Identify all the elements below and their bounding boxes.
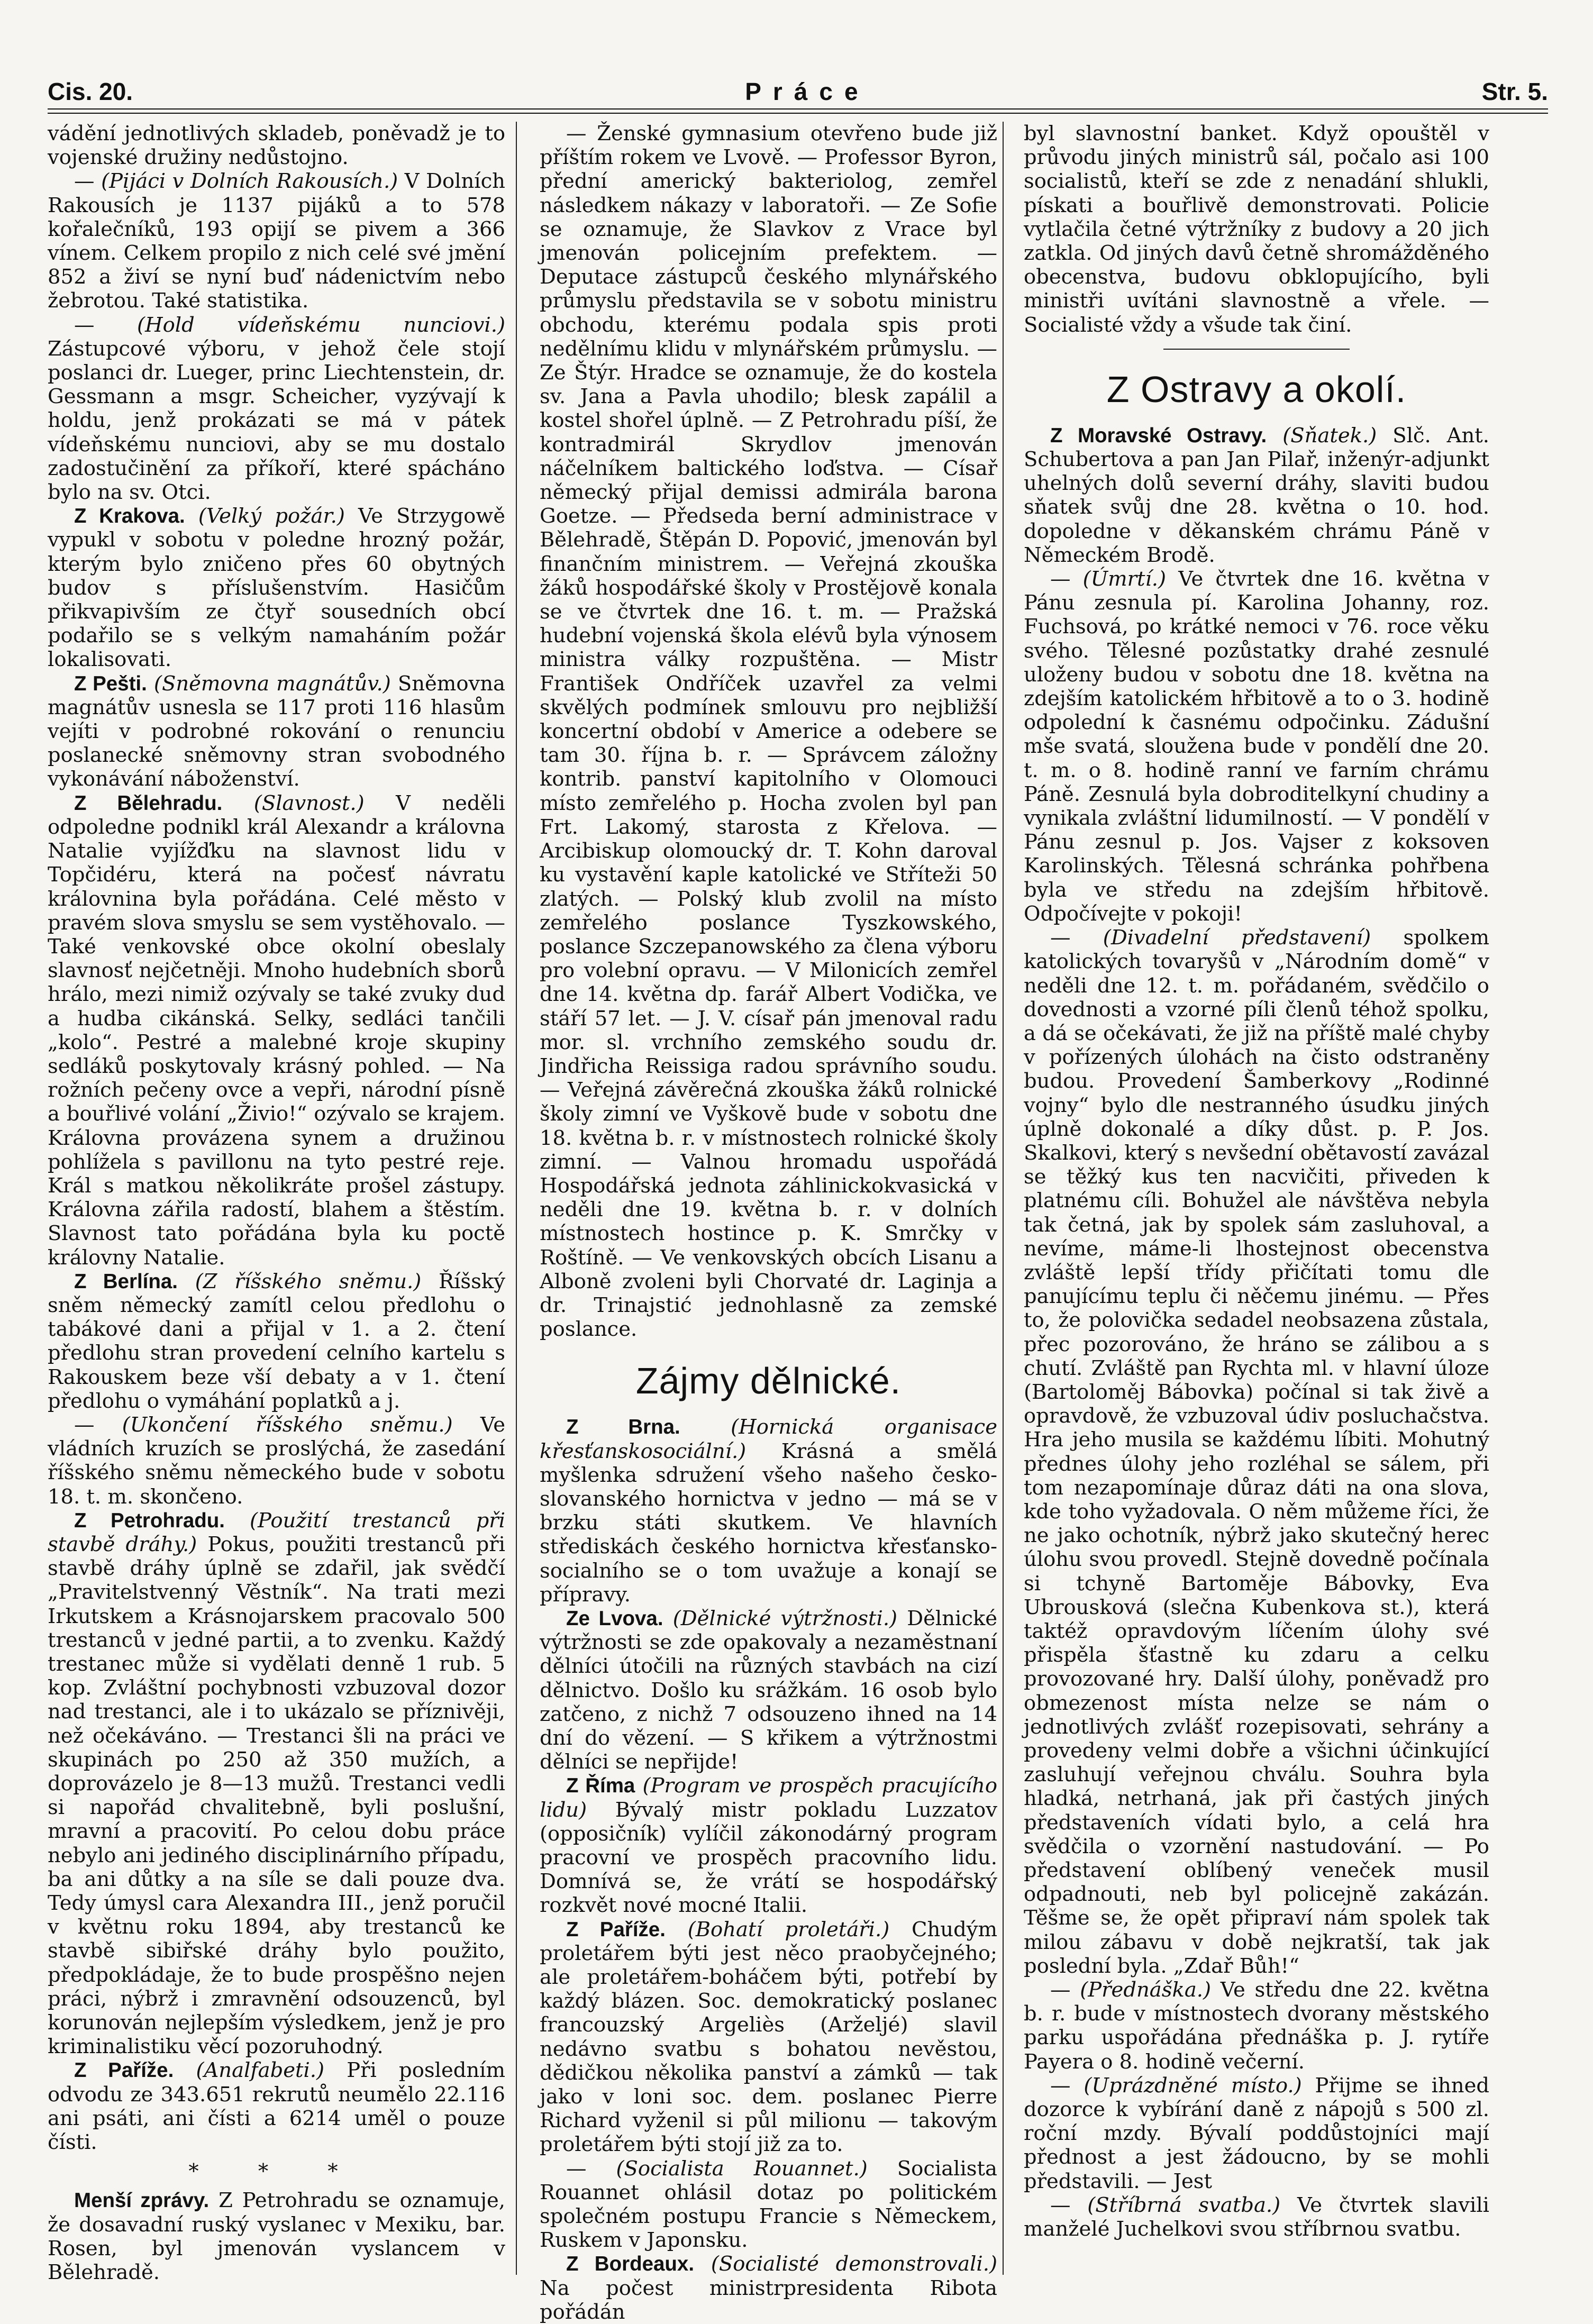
news-item (48, 504, 505, 671)
news-item (48, 791, 505, 1270)
news-item (540, 1607, 997, 1774)
news-item (1024, 122, 1489, 337)
item-body: Dělnické výtržnosti se zde opakovaly a nezaměstnaní dělníci útočili na různých stavbách na cizí dělnictvo. Došlo ku srážkám. 16 osob bylo zatčeno, z nichž 7 odsouzeno ihned na 14 dní do vězení. — S křikem a výtržnostmi dělníci se nepřijde! (540, 1606, 997, 1774)
dash: — (566, 2156, 616, 2181)
dateline: Ze Lvova. (566, 1607, 663, 1630)
item-headline: (Hold vídeňskému nunciovi.) (137, 313, 505, 337)
item-body: — Ženské gymnasium otevřeno bude již příštím rokem ve Lvově. — Professor Byron, přední americký bakteriolog, zemřel následkem nákazy v laboratoři. — Ze Sofie se oznamuje, že Slavkov z Vrace byl jmenován policejním prefektem. — Deputace zástupců českého mlynářského průmyslu představila se v sobotu ministru obchodu, kterému podala spis proti nedělnímu klidu v mlynářském průmyslu. — Ze Štýr. Hradce se oznamuje, že do kostela sv. Jana a Pavla uhodilo; blesk zapálil a kostel shořel úplně. — Z Petrohradu píší, že kontradmirál Skrydlov jmenován náčelníkem baltického loďstva. — Císař německý přijal demissi admirála barona Goetze. — Předseda berní administrace v Bělehradě, Štěpán D. Popović, jmenován byl finančním ministrem. — Veřejná zkouška žáků hospodářské školy v Prostějově konala se ve čtvrtek dne 16. t. m. — Pražská hudební vojenská škola elévů byla výnosem ministra války rozpuštěna. — Mistr František Ondříček uzavřel za velmi skvělých podmínek smlouvu pro nejbližší koncertní období v Americe a odebere se tam 30. října b. r. — Správcem záložny kontrib. panství kapitolního v Olomouci místo zemřelého p. Hocha zvolen byl pan Frt. Lakomý, starosta z Křelova. — Arcibiskup olomoucký dr. T. Kohn daroval ku vystavění kaple katolické ve Stříteži 50 zlatých. — Polský klub zvolil na místo zemřelého poslance Tyszkowského, poslance Szczepanowského za člena výboru pro volební opravu. — V Milonicích zemřel dne 14. května dp. farář Albert Vodička, ve stáří 57 let. — J. V. císař pán jmenoval radu mor. sl. vrchního zemského soudu dr. Jindřicha Reissiga radou správního soudu. — Veřejná závěrečná zkouška žáků rolnické školy zimní ve Vyškově bude v sobotu dne 18. května b. r. v místnostech rolnické školy zimní. — Valnou hromadu uspořádá Hospodářská jednota záhlinickokvasická v neděli dne 19. května b. r. v dolních místnostech hostince p. K. Smrčky v Roštíně. — Ve venkovských obcích Lisanu a Alboně zvoleni byli Chorvaté dr. Laginja a dr. Trinajstić jednohlasně za zemské poslance. (540, 122, 997, 1342)
dateline: Menší zprávy. (74, 2189, 210, 2212)
item-headline: (Sněmovna magnátův.) (147, 671, 391, 696)
dash: — (74, 1412, 122, 1437)
item-body: byl slavnostní banket. Když opouštěl v průvodu jiných ministrů sál, počalo asi 100 socialistů, kteří se zde z nenadání shlukli, pískati a bouřlivě demonstrovati. Policie vytlačila četné výtržníky z budovy a 20 jich zatkla. Od jiných davů četně shromážděného obecenstva, budovu obklopujícího, byli ministři uvítáni slavnostně a vřele. — Socialisté vždy a všude tak činí. (1024, 122, 1489, 337)
item-body: vádění jednotlivých skladeb, poněvadž je to vojenské družiny nedůstojno. (48, 122, 505, 170)
item-body: Z Petrohradu se oznamuje, že dosavadní ruský vyslanec v Mexiku, bar. Rosen, byl jmenován vyslancem v Bělehradě. (48, 2189, 506, 2285)
item-headline: (Dělnické výtržnosti.) (663, 1606, 898, 1630)
item-headline: (Sňatek.) (1267, 423, 1377, 448)
item-headline: (Velký požár.) (185, 504, 345, 528)
issue-number: Cis. 20. (48, 78, 133, 105)
news-item (48, 2189, 505, 2284)
item-body: Socialista Rouannet ohlásil dotaz po politickém společném postupu Francie s Německem, Ruskem v Japonsku. (540, 2156, 997, 2253)
newspaper-title: Práce (745, 78, 870, 105)
item-body: Při posledním odvodu ze 343.651 rekrutů neumělo 22.116 ani psáti, ani čísti a 6214 uměl o pouze čísti. (48, 2058, 505, 2155)
dateline: Z Říma (566, 1774, 635, 1798)
item-headline: (Socialisté demonstrovali.) (694, 2252, 997, 2276)
news-item (48, 169, 505, 313)
dash: — (74, 313, 138, 337)
dateline: Z Bělehradu. (74, 791, 223, 815)
item-body: Chudým proletářem býti jest něco praobyčejného; ale proletářem-boháčem býti, potřebí by každý blázen. Soc. demokratický poslanec francouzský Argeliès (Arželjé) slavil nedávno svatbu s bohatou nevěstou, dědičkou několika panství a zámků — tak jako v loni soc. dem. poslanec Pierre Richard vyženil si půl milionu — takovým proletářem býti stojí již za to. (540, 1917, 997, 2157)
item-headline: (Přednáška.) (1080, 1978, 1212, 2002)
dateline: Z Moravské Ostravy. (1050, 424, 1267, 447)
news-item (48, 122, 505, 169)
item-headline: (Slavnost.) (222, 791, 365, 815)
news-item (540, 2252, 997, 2324)
news-item (1024, 2193, 1489, 2241)
item-body: spolkem katolických tovaryšů v „Národním domě“ v neděli dne 12. t. m. pořádaném, svědčilo o dovednosti a vzorné píli členů téhož spolku, a dá se očekávati, že již na příště malé chyby v pořízených úlohách na čisto odstraněny budou. Provedení Šamberkovy „Rodinné vojny“ bylo dle nestranného úsudku jiných úplně dokonalé a díky důst. p. P. Jos. Skalkovi, který s nevšední obětavostí zavázal se těžký kus ten nacvičiti, přiveden k platnému cíli. Bohužel ale návštěva nebyla tak četná, jak by spolek sám zasluhoval, a nevíme, máme-li lhostejnost obecenstva zvláště lepší třídy přičítati tomu dle panujícímu teplu či něčemu jinému. — Přes to, že polovička sedadel neobsazena zůstala, přec pozorováno, že hráno se zálibou a s chutí. Zvláště pan Rychta ml. v hlavní úloze (Bartoloměj Bábovka) počínal si tak živě a opravdově, že vzbuzoval údiv posluchačstva. Hra jeho musila se každému líbiti. Mohutný přednes úlohy jeho rozléhal se sálem, při tom nezapomínaje důraz dáti na ona slova, kde toho vyžadovala. O něm můžeme říci, že ne jako ochotník, nýbrž jako skutečný herec úlohu svou provedl. Stejně dovedně počínala si tchyně Bartoměje Bábovky, Eva Ubrousková (slečna Kubenkova st.), která taktéž opravdovým líčením úlohy své přispěla šťastně ku zdaru a celku provozované hry. Další úlohy, poněvadž pro obmezenost místa nelze se nám o jednotlivých zvlášť rozepisovati, sehrány a provedeny velmi dobře a všichni účinkující zasluhují veřejnou chválu. Souhra byla hladká, netrhaná, jak při častých jiných představeních vídati bylo, a celá hra svědčila o vzornění nastudování. — Po představení oblíbený veneček musil odpadnouti, neb byl policejně zakázán. Těšme se, že opět připraví nám spolek tak milou zábavu v době nejkratší, tak jak poslední byla. „Zdař Bůh!“ (1024, 926, 1489, 1978)
item-body: Ve vládních kruzích se proslýchá, že zasedání říšského sněmu německého bude v sobotu 18. t. m. skončeno. (48, 1412, 505, 1509)
column-2 (540, 122, 997, 2324)
column-3 (1024, 122, 1489, 2280)
item-body: Bývalý mistr pokladu Luzzatov (opposičník) vylíčil zákonodárný program pracovní ve prospěch pracovního lidu. Domnívá se, že vrátí se hospodářský rozkvět nové mocné Italii. (540, 1798, 997, 1918)
item-body: Ve středu dne 22. května b. r. bude v místnostech dvorany městského parku uspořádána přednáška p. J. rytíře Payera o 8. hodině večerní. (1024, 1978, 1490, 2074)
dateline: Z Brna. (566, 1416, 680, 1439)
item-body: Přijme se ihned dozorce k vybírání daně z nápojů s 500 zl. roční mzdy. Bývalí poddůstojníci mají přednost a jest žádoucno, by se mohli představili. — Jest (1024, 2073, 1489, 2193)
dash: — (74, 169, 102, 194)
dash: — (1050, 567, 1083, 591)
news-item (48, 313, 505, 505)
dash: — (1050, 2073, 1084, 2098)
item-headline: (Z říšského sněmu.) (177, 1269, 422, 1293)
news-item (540, 1918, 997, 2157)
item-headline: (Stříbrná svatba.) (1087, 2193, 1281, 2217)
item-body: Pokus, použiti trestanců při stavbě dráhy úplně se zdařil, jak svědčí „Pravitelstvenný Věstník“. Na trati mezi Irkutskem a Krásnojarskem pracovalo 500 trestanců v jedné partii, a to zvenku. Každý trestanec může si vydělati denně 1 rub. 5 kop. Zvláštní pochybnosti vzbuzoval dozor nad trestanci, ale i to ukázalo se příznivěji, než očekáváno. — Trestanci šli na práci ve skupinách po 250 až 350 mužích, a doprovázelo je 8—13 mužů. Trestanci vedli si napořád chvalitebně, byli poslušní, mravní a pracovití. Po celou dobu práce nebylo ani jediného disciplinárního případu, ba ani důtky a na síle se dali pouze dva. Tedy úmysl cara Alexandra III., jenž poručil v květnu roku 1894, aby trestanců ke stavbě sibiřské dráhy bylo použito, předpokládaje, že to bude prospěšno nejen práci, nýbrž i zmravnění odsouzenců, byl korunován nejlepším výsledkem, jenž je pro kriminalistiku věcí pozoruhodný. (48, 1532, 505, 2059)
item-body: Zástupcové výboru, v jehož čele stojí poslanci dr. Lueger, princ Liechtenstein, dr. Gessmann a msgr. Scheicher, vyzývají k holdu, jenž prokázati se má v pátek vídeňskému nunciovi, aby se mu dostalo zadostučinění za příkoří, které spácháno bylo na sv. Otci. (48, 336, 505, 505)
header-rule (48, 108, 1548, 114)
dateline: Z Krakova. (74, 505, 185, 528)
item-headline: (Ukončení říšského sněmu.) (122, 1412, 453, 1437)
item-body: Ve čtvrtek slavili manželé Juchelkovi svou stříbrnou svatbu. (1024, 2193, 1489, 2241)
item-body: Říšský sněm německý zamítl celou předlohu o tabákové dani a přijal v 1. a 2. čtení předlohu stran provedení celního kartelu s Rakouskem beze vší debaty a v 1. čtení předlohu o vymáhání poplatků a j. (48, 1269, 505, 1413)
dash: — (1050, 926, 1103, 950)
news-item (48, 1509, 505, 2059)
item-headline: (Analfabeti.) (174, 2058, 325, 2083)
item-body: Na počest ministrpresidenta Ribota pořádán (540, 2276, 997, 2324)
item-body: V Dolních Rakousích je 1137 pijáků a to 578 kořalečníků, 193 opijí se pivem a 366 vínem. Celkem propilo z nich celé své jmění 852 a živí se nyní buď nádenictvím nebo žebrotou. Také statistika. (48, 169, 505, 313)
item-body: Krásná a smělá myšlenka sdružení všeho našeho česko-slovanského hornictva v jedno — má se v brzku státi skutkem. Ve hlavních střediskách českého hornictva křesťansko-socialního se o tom uvažuje a konají se přípravy. (540, 1439, 997, 1607)
column-divider (516, 122, 517, 2275)
dateline: Z Paříže. (566, 1918, 666, 1941)
item-body: Sněmovna magnátův usnesla se 117 proti 116 hlasům vejíti v podrobné rokování o renunciu poslanecké sněmovny stran svobodného vykonávání náboženství. (48, 671, 505, 791)
news-item (48, 672, 505, 791)
column-divider (1003, 122, 1004, 2275)
news-item (1024, 926, 1489, 1978)
dateline: Z Paříže. (74, 2059, 174, 2082)
news-item (48, 2058, 505, 2154)
section-heading: Zájmy dělnické. (635, 1360, 902, 1402)
item-headline: (Úmrtí.) (1082, 567, 1167, 591)
item-headline: (Použití trestanců při stavbě dráhy.) (48, 1508, 505, 1556)
item-headline: (Program ve prospěch pracujícího lidu) (540, 1774, 997, 1822)
asterism: * * * (188, 2159, 365, 2184)
news-item (540, 2157, 997, 2253)
news-item (540, 122, 997, 1341)
section-heading: Z Ostravy a okolí. (1106, 368, 1407, 410)
news-item (48, 1413, 505, 1509)
item-headline: (Uprázdněné místo.) (1084, 2073, 1302, 2098)
page-number: Str. 5. (1481, 78, 1548, 105)
news-item (540, 1415, 997, 1607)
item-headline: (Hornická organisace křesťanskosociální.) (540, 1415, 997, 1463)
news-item (540, 1774, 997, 1917)
separator (1163, 349, 1350, 350)
dash: — (1050, 2193, 1088, 2217)
item-headline: (Socialista Rouannet.) (616, 2156, 868, 2181)
page-header (48, 63, 1548, 106)
dateline: Z Berlína. (74, 1270, 178, 1293)
news-item (1024, 2074, 1489, 2193)
dateline: Z Pešti. (74, 672, 147, 695)
news-item (1024, 424, 1489, 567)
dash: — (1050, 1978, 1080, 2002)
dateline: Z Petrohradu. (74, 1509, 225, 1532)
item-body: V neděli odpoledne podnikl král Alexandr a královna Natalie vyjížďku na slavnost lidu v Topčidéru, která na počesť návratu královnina byla pořádána. Celé město v pravém slova smyslu se sem vystěhovalo. — Také venkovské obce okolní obeslaly slavnosť nejčetněji. Mnoho hudebních sborů hrálo, mezi nimiž ozývaly se také zvuky dud a hudba cikánská. Selky, sedláci tančili „kolo“. Pestré a malebné kroje skupiny sedláků poskytovaly krásný pohled. — Na rožních pečeny ovce a vepři, národní písně a bouřlivé volání „Živio!“ ozývalo se krajem. Královna provázena synem a družinou pohlížela s pavillonu na tyto pestré reje. Král s matkou několikráte prošel zástupy. Královna zářila radostí, blahem a štěstím. Slavnost tato pořádána byla ku poctě královny Natalie. (48, 791, 505, 1270)
item-headline: (Divadelní představení) (1103, 926, 1371, 950)
column-1 (48, 122, 506, 2285)
news-item (1024, 1978, 1489, 2074)
item-headline: (Bohatí proletáři.) (665, 1917, 890, 1942)
news-item (1024, 567, 1489, 926)
news-item (48, 1270, 505, 1413)
item-headline: (Pijáci v Dolních Rakousích.) (101, 169, 398, 194)
dateline: Z Bordeaux. (566, 2253, 695, 2276)
item-body: Ve čtvrtek dne 16. května v Pánu zesnula pí. Karolina Johanny, roz. Fuchsová, po krátké nemoci v 76. roce věku svého. Tělesné pozůstatky drahé zesnulé uloženy budou v sobotu dne 18. května na zdejším katolickém hřbitově a to o 3. hodině odpolední k časnému odpočinku. Zádušní mše svatá, sloužena bude v pondělí dne 20. t. m. o 8. hodině ranní ve farním chrámu Páně. Zesnulá byla dobroditelkyní chudiny a vynikala zvláštní lidumilností. — V pondělí v Pánu zesnul p. Jos. Vajser z koksoven Karolinských. Tělesná schránka pohřbena byla ve středu na zdejším hřbitově. Odpočívejte v pokoji! (1024, 567, 1489, 926)
item-body: Slč. Ant. Schubertova a pan Jan Pilař, inženýr-adjunkt uhelných dolů severní dráhy, slaviti budou sňatek svůj dne 28. května o 10. hod. dopoledne v děkanském chrámu Páně v Německém Brodě. (1024, 423, 1489, 567)
item-body: Ve Strzygowě vypukl v sobotu v poledne hrozný požár, kterým bylo zničeno přes 60 obytných budov s příslušenstvím. Hasičům přikvapivším ze čtyř sousedních obcí podařilo se s velkým namaháním požár lokalisovati. (48, 504, 505, 672)
